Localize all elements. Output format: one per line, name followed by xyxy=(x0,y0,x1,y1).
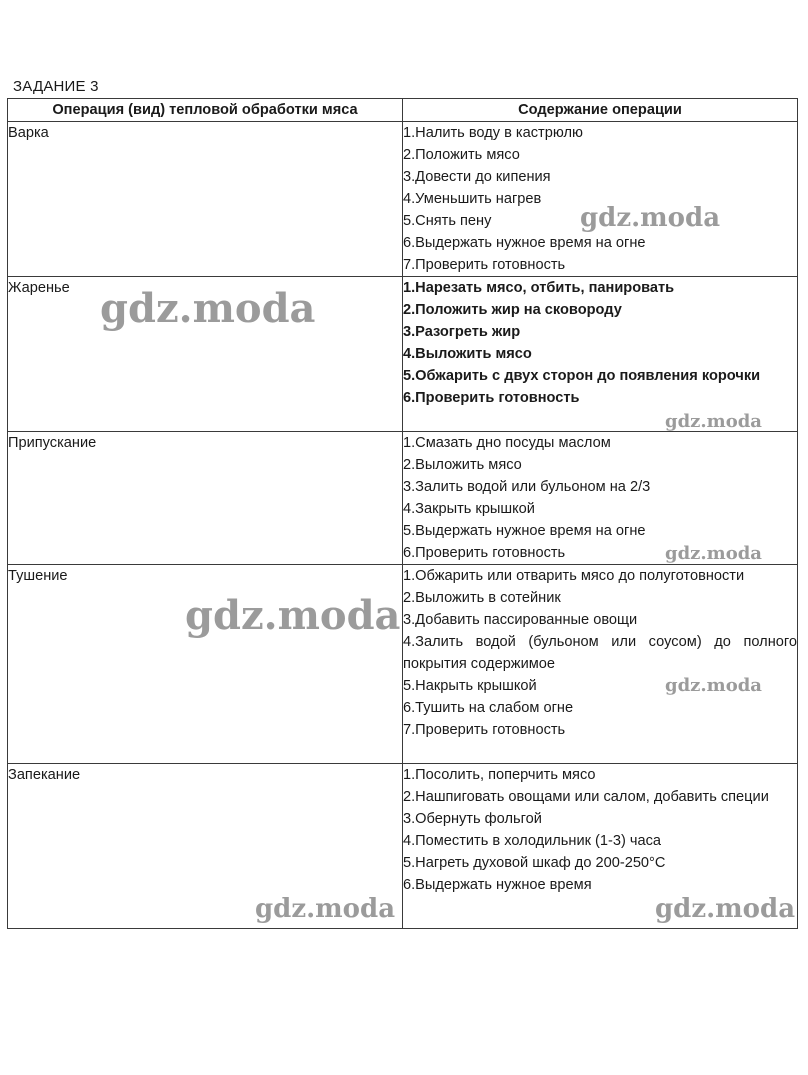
step-item: 1.Посолить, поперчить мясо xyxy=(403,767,596,783)
step-item: 6.Проверить готовность xyxy=(403,390,580,406)
operation-steps xyxy=(403,122,798,277)
step-item: 5.Снять пену xyxy=(403,213,492,229)
step-item: 2.Выложить мясо xyxy=(403,457,522,473)
step-item: 4.Выложить мясо xyxy=(403,346,532,362)
table-row-stewing xyxy=(8,565,798,764)
step-item: 5.Нагреть духовой шкаф до 200-250°С xyxy=(403,855,666,871)
watermark: gdz.moda xyxy=(665,675,762,696)
step-item: 3.Добавить пассированные овощи xyxy=(403,612,638,628)
step-item: 3.Залить водой или бульоном на 2/3 xyxy=(403,479,651,495)
step-item: 4.Поместить в холодильник (1-3) часа xyxy=(403,833,662,849)
operation-name: Запекание xyxy=(8,764,403,929)
step-item: 1.Смазать дно посуды маслом xyxy=(403,435,611,451)
step-item: 1.Нарезать мясо, отбить, панировать xyxy=(403,280,675,296)
step-item: 4.Закрыть крышкой xyxy=(403,501,535,517)
step-item: 4.Залить водой (бульоном или соусом) до полного покрытия содержимое xyxy=(403,634,797,672)
task-title: ЗАДАНИЕ 3 xyxy=(13,78,99,95)
step-item: 2.Выложить в сотейник xyxy=(403,590,561,606)
step-item: 4.Уменьшить нагрев xyxy=(403,191,542,207)
operation-steps xyxy=(403,277,798,432)
step-item: 6.Выдержать нужное время на огне xyxy=(403,235,646,251)
step-item: 1.Обжарить или отварить мясо до полуготовности xyxy=(403,568,745,584)
step-item: 3.Довести до кипения xyxy=(403,169,551,185)
watermark: gdz.moda xyxy=(255,894,396,924)
watermark: gdz.moda xyxy=(655,894,796,924)
watermark: gdz.moda xyxy=(665,411,762,432)
watermark: gdz.moda xyxy=(100,285,316,332)
step-item: 7.Проверить готовность xyxy=(403,722,566,738)
step-item: 3.Обернуть фольгой xyxy=(403,811,542,827)
step-item: 5.Обжарить с двух сторон до появления корочки xyxy=(403,368,761,384)
step-item: 6.Проверить готовность xyxy=(403,545,566,561)
operation-name: Тушение xyxy=(8,565,403,764)
table-row-boiling xyxy=(8,122,798,277)
step-item: 1.Налить воду в кастрюлю xyxy=(403,125,583,141)
watermark: gdz.moda xyxy=(580,203,721,233)
header-content: Содержание операции xyxy=(403,99,798,122)
operation-name: Жаренье xyxy=(8,277,403,432)
header-operation: Операция (вид) тепловой обработки мяса xyxy=(8,99,403,122)
step-item: 6.Выдержать нужное время xyxy=(403,877,592,893)
step-item: 2.Нашпиговать овощами или салом, добавить специи xyxy=(403,789,769,805)
step-item: 2.Положить жир на сковороду xyxy=(403,302,622,318)
operation-name: Варка xyxy=(8,122,403,277)
watermark: gdz.moda xyxy=(665,543,762,564)
step-item: 7.Проверить готовность xyxy=(403,257,566,273)
watermark: gdz.moda xyxy=(185,592,401,639)
step-item: 2.Положить мясо xyxy=(403,147,520,163)
step-item: 6.Тушить на слабом огне xyxy=(403,700,574,716)
table-header-row xyxy=(8,99,798,122)
step-item: 5.Накрыть крышкой xyxy=(403,678,537,694)
step-item: 3.Разогреть жир xyxy=(403,324,521,340)
operation-name: Припускание xyxy=(8,432,403,565)
operation-steps xyxy=(403,565,798,764)
step-item: 5.Выдержать нужное время на огне xyxy=(403,523,646,539)
